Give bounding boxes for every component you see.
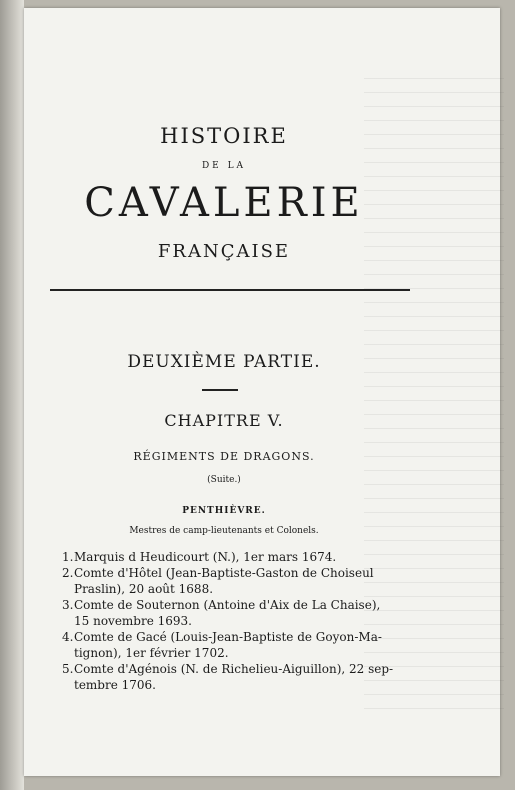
list-item-text bbox=[74, 661, 402, 693]
list-item bbox=[62, 629, 402, 661]
list-item-line: tignon), 1er février 1702. bbox=[74, 646, 229, 660]
list-item-line: tembre 1706. bbox=[74, 678, 156, 692]
list-item-line: Praslin), 20 août 1688. bbox=[74, 582, 214, 596]
title-line-histoire: HISTOIRE bbox=[160, 124, 288, 148]
title-line-de-la: DE LA bbox=[201, 161, 247, 171]
regiment-heading: PENTHIÈVRE. bbox=[182, 506, 266, 516]
title-line-cavalerie: CAVALERIE bbox=[84, 180, 364, 226]
list-item-line: Comte de Souternon (Antoine d'Aix de La Chaise), bbox=[74, 598, 381, 612]
list-item-number: 3. bbox=[62, 598, 74, 612]
list-item-text bbox=[74, 597, 402, 629]
list-item bbox=[62, 549, 402, 565]
part-title: DEUXIÈME PARTIE. bbox=[127, 352, 321, 372]
list-item-number: 1. bbox=[62, 550, 74, 564]
list-item-text bbox=[74, 565, 402, 597]
list-item bbox=[62, 661, 402, 693]
title-line-francaise: FRANÇAISE bbox=[157, 241, 291, 262]
section-divider bbox=[202, 389, 238, 391]
list-item-line: Comte d'Agénois (N. de Richelieu-Aiguillon), 22 sep- bbox=[74, 662, 394, 676]
list-item bbox=[62, 597, 402, 629]
list-item-number: 4. bbox=[62, 630, 74, 644]
list-item-number: 2. bbox=[62, 566, 74, 580]
book-page bbox=[24, 8, 500, 776]
list-item-number: 5. bbox=[62, 662, 74, 676]
suite-note: (Suite.) bbox=[207, 475, 241, 485]
list-item-text bbox=[74, 629, 402, 661]
chapter-subtitle: RÉGIMENTS DE DRAGONS. bbox=[133, 450, 315, 463]
regiment-subheading: Mestres de camp-lieutenants et Colonels. bbox=[129, 526, 319, 536]
list-item bbox=[62, 565, 402, 597]
list-item-line: 15 novembre 1693. bbox=[74, 614, 192, 628]
list-item-line: Comte d'Hôtel (Jean-Baptiste-Gaston de Choiseul bbox=[74, 566, 374, 580]
chapter-title: CHAPITRE V. bbox=[164, 411, 284, 430]
title-rule bbox=[50, 289, 410, 291]
book-left-edge bbox=[0, 0, 24, 790]
list-item-line: Marquis d Heudicourt (N.), 1er mars 1674. bbox=[74, 550, 337, 564]
list-item-text bbox=[74, 549, 402, 565]
list-item-line: Comte de Gacé (Louis-Jean-Baptiste de Goyon-Ma- bbox=[74, 630, 382, 644]
officer-list bbox=[62, 549, 402, 693]
